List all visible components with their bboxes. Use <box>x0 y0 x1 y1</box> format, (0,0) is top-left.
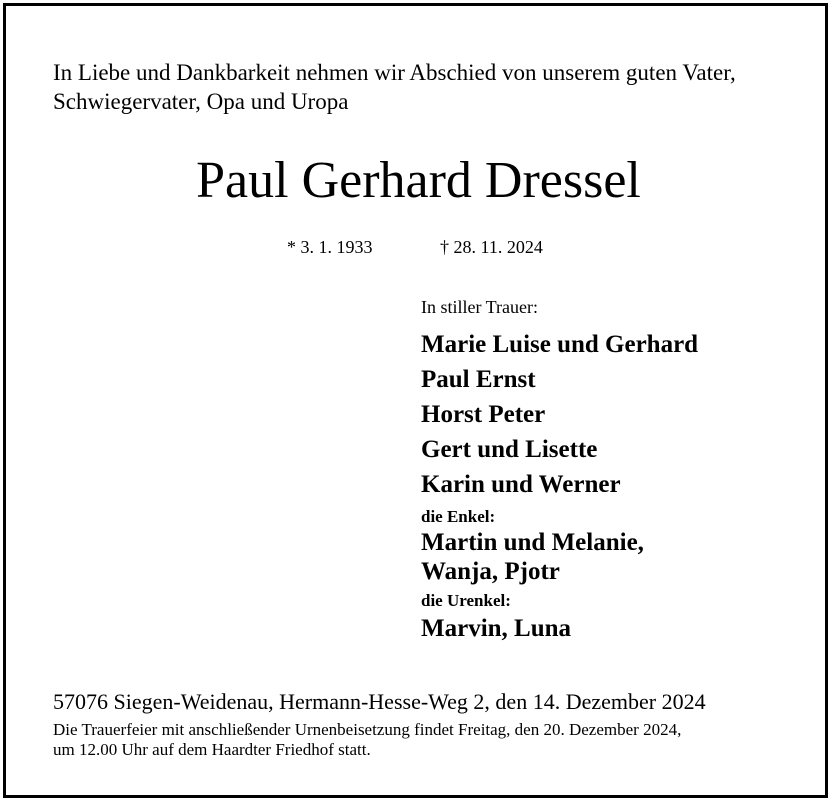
grandchildren-line-2: Wanja, Pjotr <box>421 558 560 585</box>
ceremony-line-1: Die Trauerfeier mit anschließender Urnenbeisetzung findet Freitag, den 20. Dezember 2024, <box>53 720 682 739</box>
birth-date: * 3. 1. 1933 <box>287 237 373 257</box>
obituary-notice <box>3 3 828 798</box>
great-grandchildren-label: die Urenkel: <box>421 591 511 610</box>
address-line: 57076 Siegen-Weidenau, Hermann-Hesse-Weg 2, den 14. Dezember 2024 <box>53 689 706 714</box>
grandchildren-line-1: Martin und Melanie, <box>421 529 644 556</box>
deceased-name: Paul Gerhard Dressel <box>196 152 641 209</box>
mourner-child: Paul Ernst <box>421 366 536 393</box>
ceremony-line-2: um 12.00 Uhr auf dem Haardter Friedhof statt. <box>53 740 371 759</box>
mourner-child: Karin und Werner <box>421 471 621 498</box>
intro-line-1: In Liebe und Dankbarkeit nehmen wir Abschied von unserem guten Vater, <box>53 60 736 85</box>
great-grandchildren: Marvin, Luna <box>421 615 572 642</box>
intro-text <box>53 58 813 116</box>
intro-line-2: Schwiegervater, Opa und Uropa <box>53 89 349 114</box>
mourner-child: Gert und Lisette <box>421 436 598 463</box>
mourner-child: Horst Peter <box>421 401 546 428</box>
mourners-block <box>421 296 821 646</box>
death-date: † 28. 11. 2024 <box>440 237 543 257</box>
grandchildren-label: die Enkel: <box>421 507 496 526</box>
mourners-label: In stiller Trauer: <box>421 297 538 317</box>
mourner-child: Marie Luise und Gerhard <box>421 331 699 358</box>
ceremony-info <box>53 720 813 760</box>
